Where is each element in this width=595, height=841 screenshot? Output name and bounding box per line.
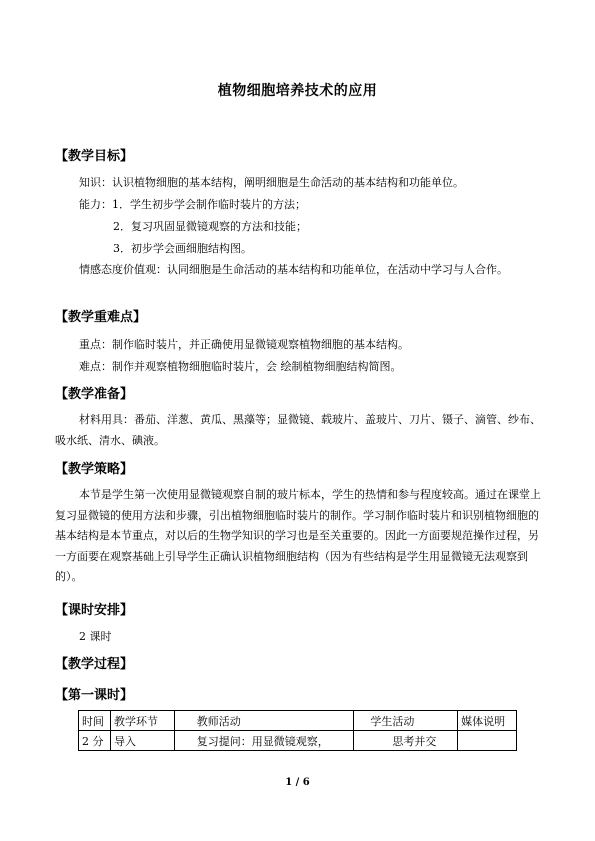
goal-ability-3: 3．初步学会画细胞结构图。 — [113, 242, 252, 255]
page-number: 1 / 6 — [285, 777, 310, 788]
table-cell — [458, 731, 517, 751]
heading-lesson-1: 【第一课时】 — [55, 688, 134, 703]
key-point-focus: 重点：制作临时装片，并正确使用显微镜观察植物细胞的基本结构。 — [79, 338, 409, 351]
table-header-cell: 媒体说明 — [458, 711, 517, 731]
lesson-table — [78, 710, 517, 751]
table-header-cell: 教学环节 — [110, 711, 174, 731]
key-point-difficulty: 难点：制作并观察植物细胞临时装片，会 绘制植物细胞结构简图。 — [79, 360, 402, 373]
heading-preparation: 【教学准备】 — [55, 387, 134, 402]
goal-attitude — [55, 260, 541, 281]
goal-ability-2: 2．复习巩固显微镜观察的方法和技能； — [113, 220, 307, 233]
goal-knowledge: 知识：认识植物细胞的基本结构，阐明细胞是生命活动的基本结构和功能单位。 — [79, 176, 464, 189]
heading-schedule: 【课时安排】 — [55, 603, 134, 618]
goal-ability-1: 能力：1．学生初步学会制作临时装片的方法； — [79, 198, 306, 211]
table-cell: 复习提问：用显微镜观察， — [174, 731, 354, 751]
heading-key-points: 【教学重难点】 — [55, 310, 147, 325]
goal-attitude-text: 情感态度价值观：认同细胞是生命活动的基本结构和功能单位，在活动中学习与人合作。 — [79, 263, 508, 276]
strategy-text: 本节是学生第一次使用显微镜观察自制的玻片标本，学生的热情和参与程度较高。通过在课堂上复习显微镜的使用方法和步骤，引出植物细胞临时装片的制作。学习制作临时装片和识别植物细胞的基本结构是本节重点，对以后的生物学知识的学习也是至关重要的。因此一方面要规范操作过程，另一方面要在观察基础上引导学生正确认识植物细胞结构（因为有些结构是学生用显微镜无法观察到的）。 — [55, 488, 541, 583]
table-header-cell: 时间 — [79, 711, 111, 731]
table-header-cell: 教师活动 — [174, 711, 354, 731]
document-title: 植物细胞培养技术的应用 — [217, 83, 378, 99]
table-row — [79, 731, 517, 751]
heading-process: 【教学过程】 — [55, 657, 134, 672]
schedule-text: 2 课时 — [79, 630, 112, 643]
table-header-row — [79, 711, 517, 731]
table-cell: 2 分 — [79, 731, 111, 751]
preparation-materials-text: 材料用具：番茄、洋葱、黄瓜、黑藻等；显微镜、载玻片、盖玻片、刀片、镊子、滴管、纱布、吸水纸、清水、碘液。 — [55, 413, 541, 447]
table-cell: 思考并交 — [354, 731, 458, 751]
table-cell: 导入 — [110, 731, 174, 751]
heading-strategy: 【教学策略】 — [55, 462, 134, 477]
strategy-paragraph — [55, 485, 541, 588]
preparation-materials — [55, 410, 541, 451]
table-header-cell: 学生活动 — [354, 711, 458, 731]
heading-teaching-goals: 【教学目标】 — [55, 149, 134, 164]
